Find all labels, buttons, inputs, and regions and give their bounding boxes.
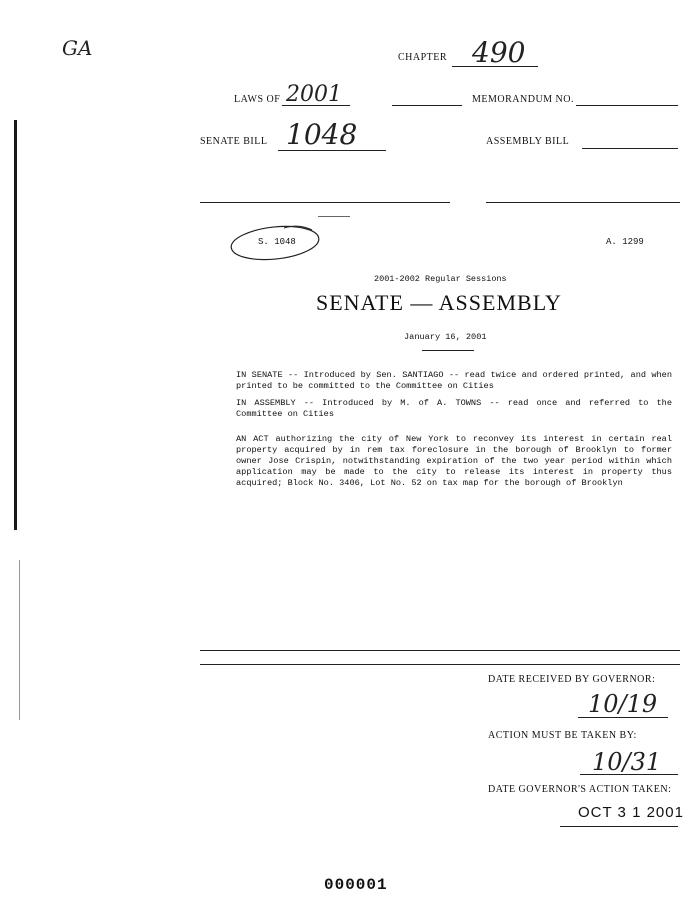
laws-label: LAWS OF xyxy=(234,94,281,105)
action-taken-stamp: OCT 3 1 2001 xyxy=(578,804,684,821)
date-received-value: 10/19 xyxy=(588,690,658,718)
memorandum-label: MEMORANDUM NO. xyxy=(472,94,575,105)
assembly-number: A. 1299 xyxy=(606,237,644,247)
assembly-bill-label: ASSEMBLY BILL xyxy=(486,136,570,147)
date-received-line xyxy=(578,717,668,718)
session: 2001-2002 Regular Sessions xyxy=(374,274,507,284)
senate-number: S. 1048 xyxy=(258,237,296,247)
action-by-label: ACTION MUST BE TAKEN BY: xyxy=(488,730,637,741)
action-taken-label: DATE GOVERNOR'S ACTION TAKEN: xyxy=(488,784,672,795)
scan-edge-faint xyxy=(19,560,20,720)
page-number: 000001 xyxy=(324,876,388,894)
bottom-rule-1 xyxy=(200,650,680,651)
document-title: SENATE — ASSEMBLY xyxy=(316,290,562,315)
laws-value: 2001 xyxy=(286,82,342,107)
senate-intro: IN SENATE -- Introduced by Sen. SANTIAGO -- read twice and ordered printed, and when printed to be committed to the Committee on Cities xyxy=(236,370,672,391)
divider-right xyxy=(486,202,680,203)
assembly-bill-line xyxy=(582,148,678,149)
assembly-intro: IN ASSEMBLY -- Introduced by M. of A. TOWNS -- read once and referred to the Committee on Cities xyxy=(236,398,672,419)
margin-note: GA xyxy=(62,36,93,60)
senate-bill-value: 1048 xyxy=(286,118,358,151)
bottom-rule-2 xyxy=(200,664,680,665)
divider-left xyxy=(200,202,450,203)
action-taken-line xyxy=(560,826,678,827)
senate-bill-label: SENATE BILL xyxy=(200,136,268,147)
laws-extra-line xyxy=(392,105,462,106)
action-by-value: 10/31 xyxy=(592,748,662,776)
bill-date: January 16, 2001 xyxy=(404,332,487,342)
senate-bill-line xyxy=(278,150,386,151)
scan-edge xyxy=(14,120,17,530)
divider-short xyxy=(318,216,350,217)
date-received-label: DATE RECEIVED BY GOVERNOR: xyxy=(488,674,656,685)
chapter-value: 490 xyxy=(472,36,526,69)
chapter-line xyxy=(452,66,538,67)
action-by-line xyxy=(580,774,678,775)
chapter-label: CHAPTER xyxy=(398,52,448,63)
memorandum-line xyxy=(576,105,678,106)
laws-line xyxy=(282,105,350,106)
date-underline xyxy=(422,350,474,351)
act-text: AN ACT authorizing the city of New York to reconvey its interest in certain real property acquired by in rem tax foreclosure in the borough of Brooklyn to former owner Jose Crispin, notwithstanding expiration of the two year period within which application may be made to the city to release its interest in property thus acquired; Block No. 3406, Lot No. 52 on tax map for the borough of Brooklyn xyxy=(236,434,672,488)
